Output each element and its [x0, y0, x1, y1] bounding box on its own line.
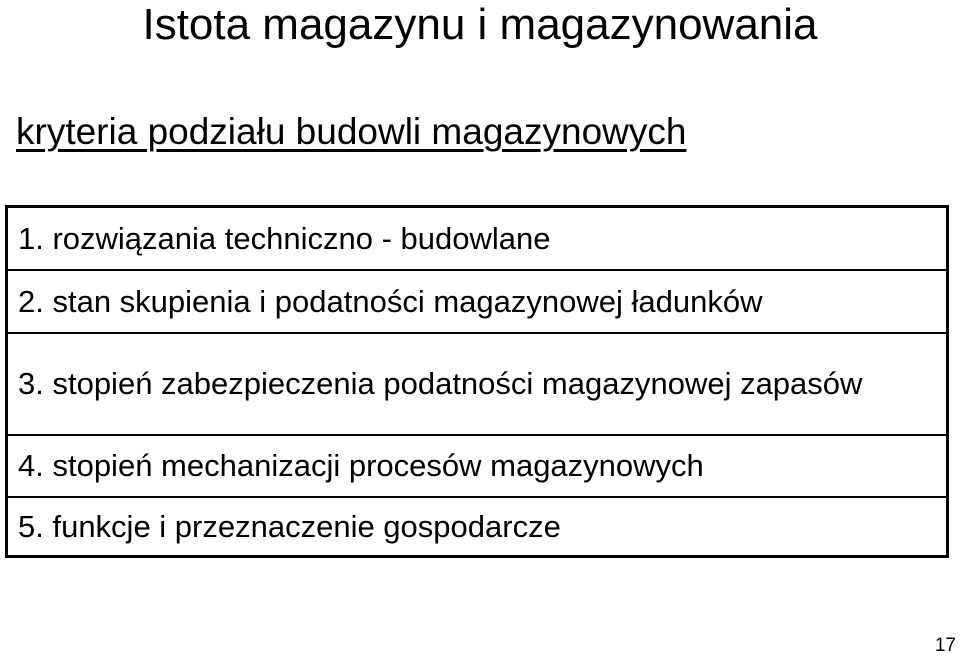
criteria-row-3: [8, 334, 946, 436]
criteria-text-3: 3. stopień zabezpieczenia podatności magazynowej zapasów: [18, 366, 863, 401]
criteria-row-2: [8, 271, 946, 334]
slide-subtitle: kryteria podziału budowli magazynowych: [16, 111, 687, 152]
criteria-text-4: 4. stopień mechanizacji procesów magazynowych: [18, 448, 704, 483]
criteria-text-2: 2. stan skupienia i podatności magazynowej ładunków: [18, 283, 763, 319]
criteria-row-5: [8, 498, 946, 555]
criteria-table: [5, 205, 949, 558]
criteria-row-4: [8, 436, 946, 498]
criteria-text-1: 1. rozwiązania techniczno - budowlane: [18, 220, 551, 256]
criteria-row-1: [8, 208, 946, 271]
page-number: 17: [934, 635, 956, 656]
criteria-text-5: 5. funkcje i przeznaczenie gospodarcze: [18, 508, 561, 544]
slide-title: Istota magazynu i magazynowania: [142, 0, 818, 49]
